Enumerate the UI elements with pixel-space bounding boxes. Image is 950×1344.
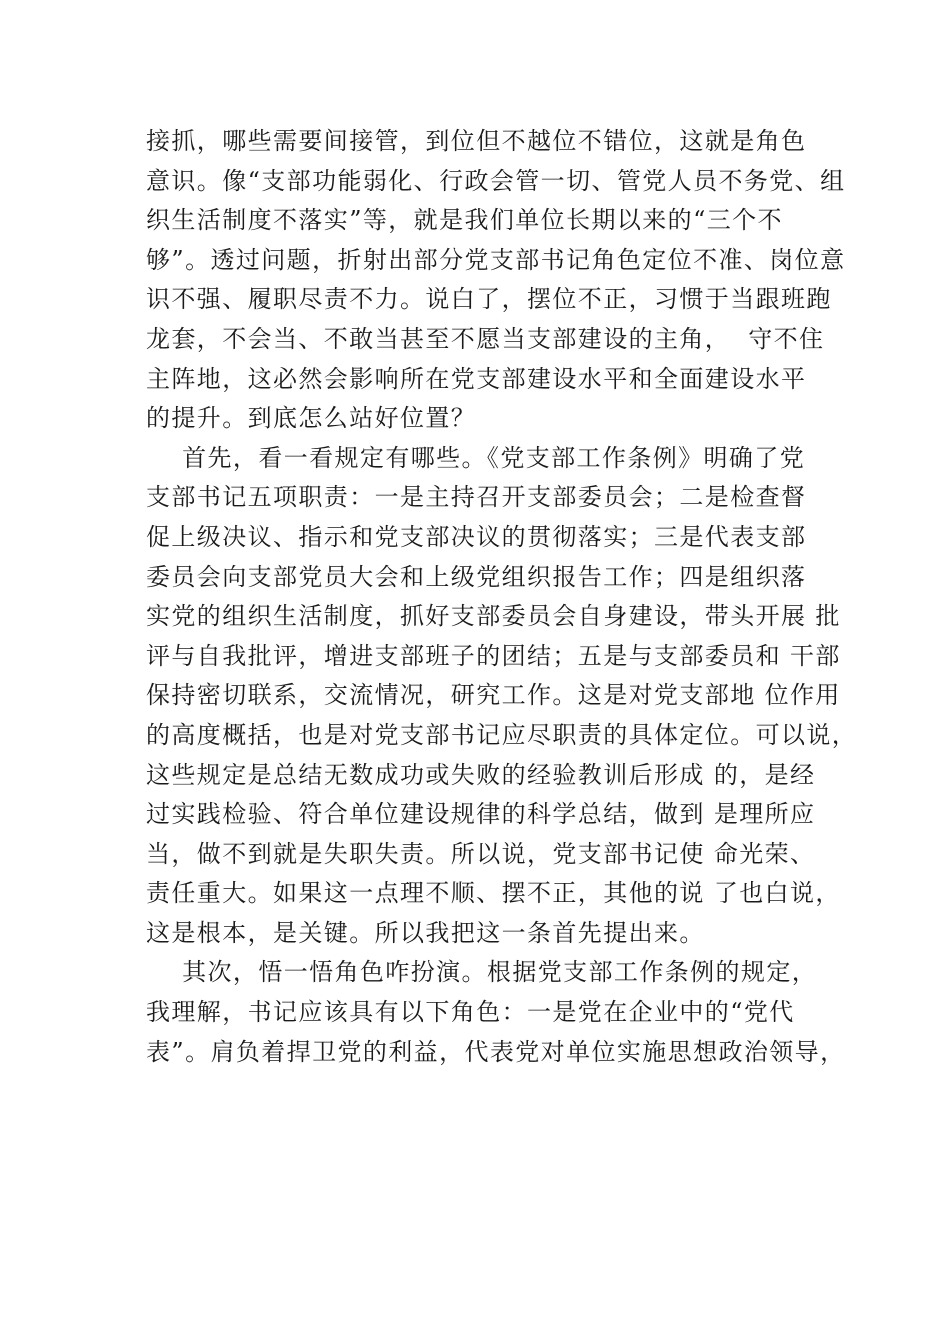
text-line: 首先，看一看规定有哪些。《党支部工作条例》明确了党 [146,443,806,472]
text-line: 的高度概括，也是对党支部书记应尽职责的具体定位。可以说， [146,720,858,749]
text-line: 其次，悟一悟角色咋扮演。根据党支部工作条例的规定， [146,958,818,987]
text-line: 过实践检验、符合单位建设规律的科学总结，做到 是理所应 [146,800,816,829]
text-line: 委员会向支部党员大会和上级党组织报告工作；四是组织落 [146,562,807,591]
text-line: 促上级决议、指示和党支部决议的贯彻落实；三是代表支部 [146,522,807,551]
text-line: 评与自我批评，增进支部班子的团结；五是与支部委员和 干部 [146,641,841,670]
text-line: 我理解，书记应该具有以下角色：一是党在企业中的“党代 [146,998,795,1027]
text-line: 保持密切联系，交流情况，研究工作。这是对党支部地 位作用 [146,681,841,710]
text-line: 实党的组织生活制度，抓好支部委员会自身建设，带头开展 批 [146,602,841,631]
text-line: 够”。透过问题，折射出部分党支部书记角色定位不准、岗位意 [146,245,846,274]
text-line: 责任重大。如果这一点理不顺、摆不正，其他的说 了也白说， [146,879,841,908]
text-line: 意识。像“支部功能弱化、行政会管一切、管党人员不务党、组 [146,166,846,195]
body-text [146,122,858,1072]
text-line: 主阵地，这必然会影响所在党支部建设水平和全面建设水平 [146,364,807,393]
text-line: 当，做不到就是失职失责。所以说，党支部书记使 命光荣、 [146,839,816,868]
text-line: 龙套，不会当、不敢当甚至不愿当支部建设的主角， 守不住 [146,324,825,353]
text-line: 织生活制度不落实”等，就是我们单位长期以来的“三个不 [146,206,783,235]
text-line: 接抓，哪些需要间接管，到位但不越位不错位，这就是角色 [146,127,807,155]
text-line: 识不强、履职尽责不力。说白了，摆位不正，习惯于当跟班跑 [146,285,832,314]
text-line: 这是根本，是关键。所以我把这一条首先提出来。 [146,918,705,947]
text-line: 支部书记五项职责：一是主持召开支部委员会；二是检查督 [146,483,807,512]
text-line: 的提升。到底怎么站好位置？ [146,404,477,433]
text-line: 这些规定是总结无数成功或失败的经验教训后形成 的，是经 [146,760,816,789]
text-line: 表”。肩负着捍卫党的利益，代表党对单位实施思想政治领导， [146,1037,846,1066]
